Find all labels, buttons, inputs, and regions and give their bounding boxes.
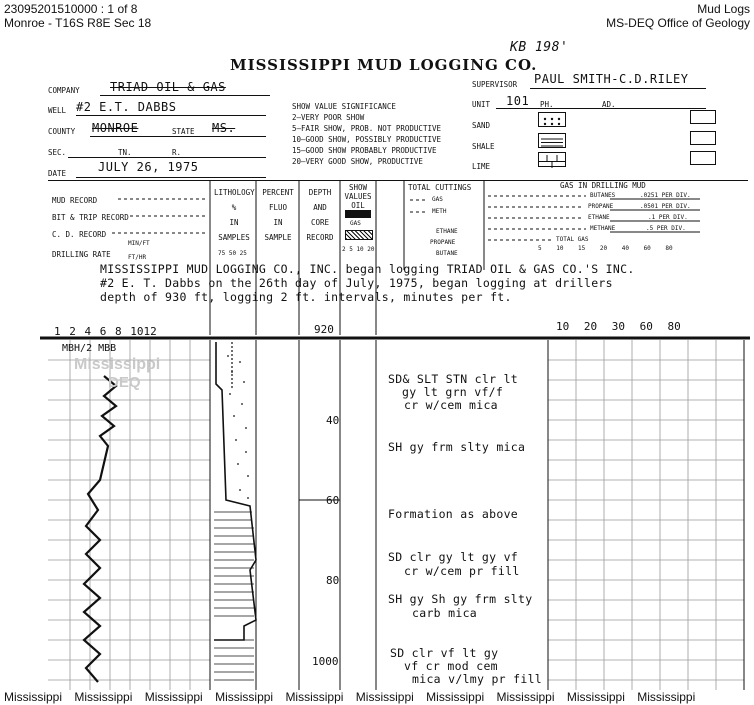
date-label: DATE xyxy=(48,169,67,178)
left-label: BIT & TRIP RECORD xyxy=(52,213,129,222)
lithology-scale: 75 50 25 xyxy=(218,250,247,257)
show-gas-label: GAS xyxy=(350,220,361,227)
description-line: SD clr gy lt gy vf xyxy=(388,550,519,564)
supervisor-value: PAUL SMITH-C.D.RILEY xyxy=(534,72,689,86)
footer-text: Mississippi xyxy=(215,690,274,704)
cuttings-butane: BUTANE xyxy=(436,250,458,257)
unit-label: UNIT xyxy=(472,100,491,109)
description-line: SH gy Sh gy frm slty xyxy=(388,592,533,606)
footer-text: Mississippi xyxy=(4,690,63,704)
description-line: cr w/cem pr fill xyxy=(404,564,520,578)
left-label: MUD RECORD xyxy=(52,196,98,205)
footer-text: Mississippi xyxy=(144,690,203,704)
footer-strip xyxy=(4,690,750,704)
date-value: JULY 26, 1975 xyxy=(98,160,199,174)
form-title: MISSISSIPPI MUD LOGGING CO. xyxy=(230,56,538,74)
gas-row-div: .1 PER DIV. xyxy=(648,214,688,221)
description-line: carb mica xyxy=(412,606,478,620)
total-cuttings-title: TOTAL CUTTINGS xyxy=(408,183,472,192)
description-line: mica v/lmy pr fill xyxy=(412,672,543,686)
gas-row: ETHANE xyxy=(588,214,610,221)
footer-text: Mississippi xyxy=(496,690,555,704)
gas-row-div: .0501 PER DIV. xyxy=(640,203,691,210)
depth-start: 920 xyxy=(314,323,334,336)
show-significance-title: SHOW VALUE SIGNIFICANCE xyxy=(292,102,396,111)
watermark-line1: Mississippi xyxy=(74,356,161,373)
shale-label: SHALE xyxy=(472,142,495,151)
document-id: 23095201510000 : 1 of 8 xyxy=(4,2,138,16)
gas-row-div: .0251 PER DIV. xyxy=(640,192,691,199)
supervisor-label: SUPERVISOR xyxy=(472,80,518,89)
depth-mark: 80 xyxy=(326,574,340,587)
company-label: COMPANY xyxy=(48,86,80,95)
mbh-note: MBH/2 MBB xyxy=(62,343,117,354)
depth-mark: 60 xyxy=(326,494,340,507)
r-label: R. xyxy=(172,148,182,157)
right-scale: 10 20 30 60 80 xyxy=(556,320,681,333)
agency-name: MS-DEQ Office of Geology xyxy=(606,16,750,30)
remark-line: #2 E. T. Dabbs on the 26th day of July, 1975, began logging at drillers xyxy=(100,276,613,290)
depth-mark: 40 xyxy=(326,414,340,427)
ft-hr-label: FT/HR xyxy=(128,254,147,261)
gas-row: TOTAL GAS xyxy=(556,236,589,243)
percent-fluo-header: PERCENT FLUO IN SAMPLE xyxy=(262,188,294,242)
state-value: MS. xyxy=(212,121,236,135)
cuttings-propane: PROPANE xyxy=(430,239,456,246)
company-value: TRIAD OIL & GAS xyxy=(110,80,226,94)
description-line: vf cr mod cem xyxy=(404,659,498,673)
well-value: #2 E.T. DABBS xyxy=(76,100,177,114)
description-line: SH gy frm slty mica xyxy=(388,440,526,454)
footer-text: Mississippi xyxy=(74,690,133,704)
remark-line: MISSISSIPPI MUD LOGGING CO., INC. began logging TRIAD OIL & GAS CO.'S INC. xyxy=(100,262,635,276)
min-ft-label: MIN/FT xyxy=(128,240,150,247)
description-line: cr w/cem mica xyxy=(404,398,498,412)
county-value: MONROE xyxy=(92,121,139,135)
description-line: SD& SLT STN clr lt xyxy=(388,372,519,386)
show-scale-item: 10—GOOD SHOW, POSSIBLY PRODUCTIVE xyxy=(292,135,442,144)
footer-text: Mississippi xyxy=(355,690,414,704)
gas-scale: 5 10 15 20 40 60 80 xyxy=(538,245,673,252)
show-scale-item: 15—GOOD SHOW PROBABLY PRODUCTIVE xyxy=(292,146,437,155)
watermark-line2: DEQ xyxy=(108,374,141,391)
unit-value: 101 xyxy=(506,94,530,108)
left-label: C. D. RECORD xyxy=(52,230,107,239)
footer-text: Mississippi xyxy=(285,690,344,704)
show-scale-item: 20—VERY GOOD SHOW, PRODUCTIVE xyxy=(292,157,423,166)
ph-label: PH. xyxy=(540,100,554,109)
gas-in-mud-title: GAS IN DRILLING MUD xyxy=(560,181,646,190)
show-scale-item: 2—VERY POOR SHOW xyxy=(292,113,365,122)
depth-core-header: DEPTH AND CORE RECORD xyxy=(306,188,334,242)
gas-row: PROPANE xyxy=(588,203,614,210)
description-line: Formation as above xyxy=(388,507,519,521)
state-label: STATE xyxy=(172,127,195,136)
tn-label: TN. xyxy=(118,148,132,157)
cuttings-gas: GAS xyxy=(432,196,443,203)
footer-text: Mississippi xyxy=(426,690,485,704)
kb-note: KB 198' xyxy=(510,40,569,55)
lime-label: LIME xyxy=(472,162,491,171)
footer-text: Mississippi xyxy=(637,690,696,704)
well-label: WELL xyxy=(48,106,67,115)
drilling-rate-scale: 1 2 4 6 8 1012 xyxy=(54,325,157,338)
document-type: Mud Logs xyxy=(697,2,750,16)
depth-mark: 1000 xyxy=(312,655,339,668)
sand-label: SAND xyxy=(472,121,491,130)
lithology-header: LITHOLOGY % IN SAMPLES xyxy=(214,188,255,242)
gas-row-div: .5 PER DIV. xyxy=(646,225,686,232)
left-label: DRILLING RATE xyxy=(52,250,111,259)
show-values-header: SHOW VALUES OIL xyxy=(344,183,372,210)
county-label: COUNTY xyxy=(48,127,76,136)
show-scale-item: 5—FAIR SHOW, PROB. NOT PRODUCTIVE xyxy=(292,124,442,133)
gas-row: BUTANES xyxy=(590,192,616,199)
description-line: gy lt grn vf/f xyxy=(402,385,504,399)
footer-text: Mississippi xyxy=(566,690,625,704)
gas-row: METHANE xyxy=(590,225,616,232)
well-location: Monroe - T16S R8E Sec 18 xyxy=(4,16,152,30)
show-scale-numbers: 2 5 10 20 xyxy=(342,246,375,253)
sec-label: SEC. xyxy=(48,148,67,157)
cuttings-meth: METH xyxy=(432,208,447,215)
ad-label: AD. xyxy=(602,100,616,109)
description-line: SD clr vf lt gy xyxy=(390,646,499,660)
remark-line: depth of 930 ft, logging 2 ft. intervals, minutes per ft. xyxy=(100,290,512,304)
cuttings-ethane: ETHANE xyxy=(436,228,458,235)
